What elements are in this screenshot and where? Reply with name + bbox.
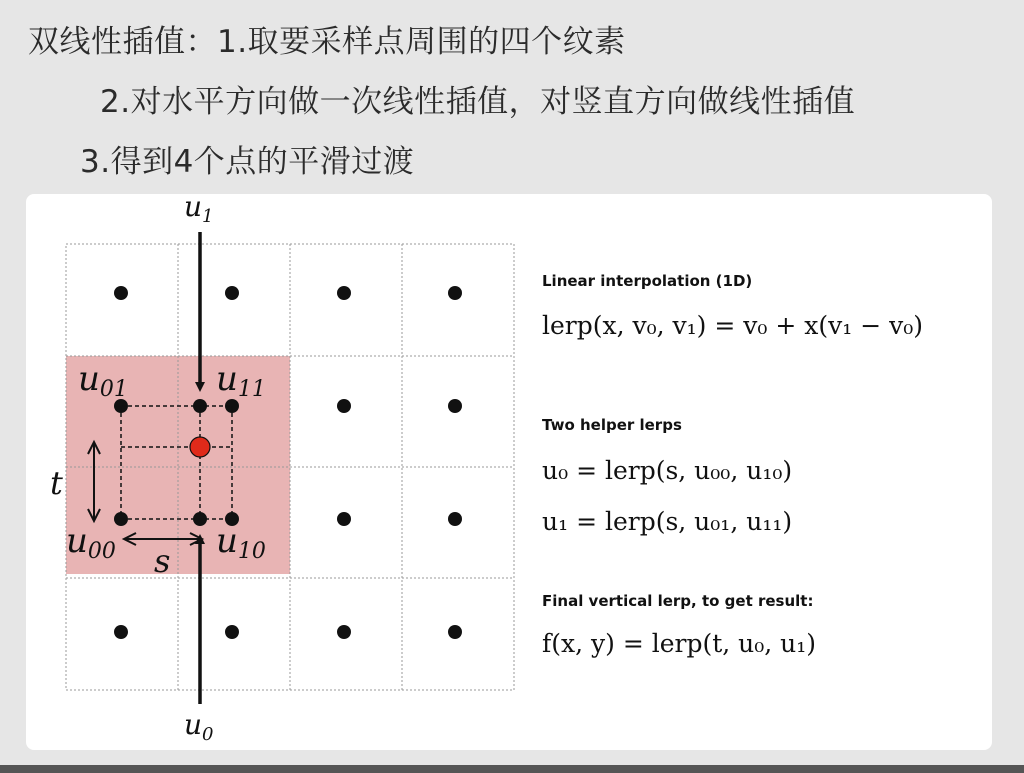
texel-dot (448, 286, 462, 300)
texel-dot (114, 286, 128, 300)
helper-formula-u1: u₁ = lerp(s, u₀₁, u₁₁) (542, 507, 793, 536)
bottom-divider (0, 765, 1024, 773)
linear-interp-formula: lerp(x, v₀, v₁) = v₀ + x(v₁ − v₀) (542, 311, 923, 340)
texel-dot (337, 286, 351, 300)
texel-dot (337, 625, 351, 639)
label-u11: u11 (216, 359, 266, 402)
linear-interp-heading: Linear interpolation (1D) (542, 272, 753, 290)
texel-dot (448, 399, 462, 413)
final-lerp-formula: f(x, y) = lerp(t, u₀, u₁) (542, 629, 817, 658)
label-u01: u01 (78, 359, 128, 402)
label-u00: u00 (66, 521, 116, 564)
bilinear-diagram (26, 194, 992, 750)
texel-dot (114, 625, 128, 639)
final-lerp-heading: Final vertical lerp, to get result: (542, 592, 814, 610)
heading-line-2: 2.对水平方向做一次线性插值，对竖直方向做线性插值 (100, 84, 856, 120)
helper-lerps-heading: Two helper lerps (542, 416, 682, 434)
label-t: t (50, 464, 63, 502)
heading-line-1: 双线性插值：1.取要采样点周围的四个纹素 (28, 24, 626, 60)
texel-dot (225, 625, 239, 639)
sample-point (190, 437, 210, 457)
texel-dot (448, 512, 462, 526)
texel-dot (337, 399, 351, 413)
diagram-card (26, 194, 992, 750)
label-u10: u10 (216, 521, 266, 564)
heading-line-3: 3.得到4个点的平滑过渡 (80, 144, 415, 180)
label-u1: $u_1$ (184, 194, 214, 227)
label-s: s (154, 542, 171, 580)
texel-dot (225, 286, 239, 300)
helper-formula-u0: u₀ = lerp(s, u₀₀, u₁₀) (542, 456, 793, 485)
label-u0: $u_0$ (184, 708, 214, 745)
texel-dot (337, 512, 351, 526)
texel-dot (448, 625, 462, 639)
